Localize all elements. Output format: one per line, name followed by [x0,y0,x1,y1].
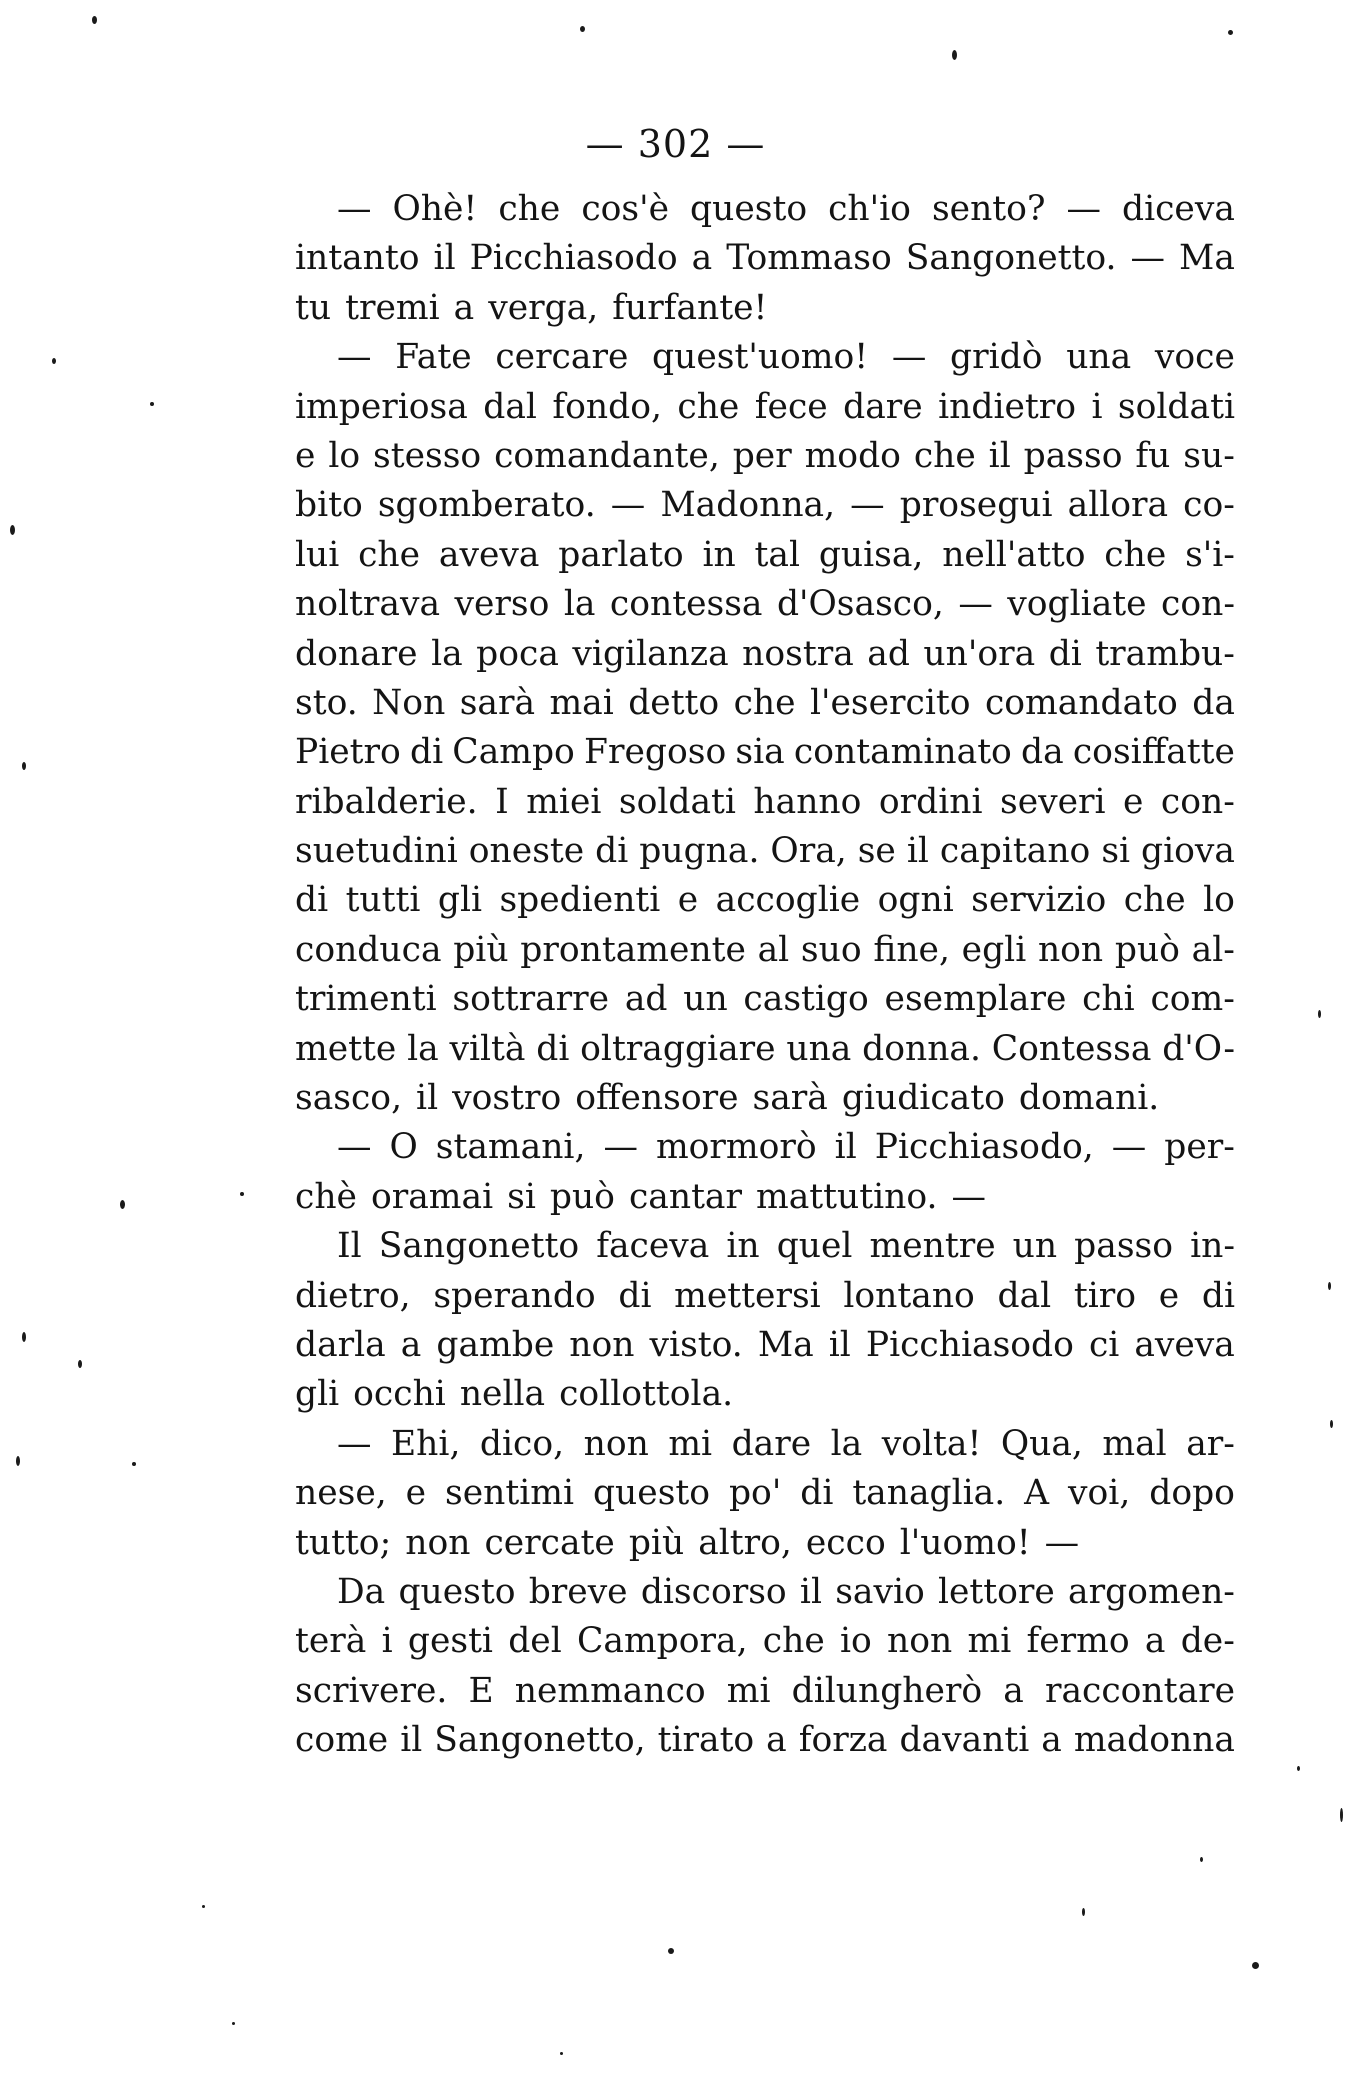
scan-speck [92,16,97,24]
text-line: bito sgomberato. — Madonna, — prosegui allora co- [295,485,1235,526]
scan-speck [1082,1908,1085,1916]
text-line: sasco, il vostro offensore sarà giudicato domani. [295,1078,1160,1119]
text-line: lui che aveva parlato in tal guisa, nell'atto che s'i- [295,534,1235,575]
text-line: — O stamani, — mormorò il Picchiasodo, — per- [337,1127,1235,1168]
scan-speck [132,1462,136,1466]
scan-speck [1318,1010,1321,1018]
text-line: intanto il Picchiasodo a Tommaso Sangonetto. — Ma [295,238,1235,279]
text-line: e lo stesso comandante, per modo che il passo fu su- [295,435,1235,476]
scan-speck [232,2022,235,2025]
text-line: chè oramai si può cantar mattutino. — [295,1176,986,1217]
text-line: conduca più prontamente al suo fine, egli non può al- [295,929,1235,970]
scan-speck [240,1192,244,1196]
text-line: sto. Non sarà mai detto che l'esercito comandato da [295,682,1235,723]
scan-speck [16,1456,20,1466]
text-line: — Ehi, dico, non mi dare la volta! Qua, mal ar- [337,1423,1235,1464]
text-line: — Fate cercare quest'uomo! — gridò una voce [337,337,1235,378]
page-number: — 302 — [585,122,766,166]
scan-speck [580,26,585,32]
scan-speck [1330,1420,1333,1428]
scan-speck [1328,1282,1331,1290]
text-line: di tutti gli spedienti e accoglie ogni servizio che lo [295,880,1235,921]
text-line: suetudini oneste di pugna. Ora, se il capitano si giova [295,831,1235,872]
scan-speck [120,1200,125,1209]
scan-speck [52,358,56,364]
scan-speck [10,525,15,535]
scan-speck [1297,1766,1300,1771]
text-line: tutto; non cercate più altro, ecco l'uomo! — [295,1522,1080,1563]
scan-speck [668,1948,674,1954]
text-line: darla a gambe non visto. Ma il Picchiasodo ci aveva [295,1324,1235,1365]
text-line: nese, e sentimi questo po' di tanaglia. A voi, dopo [295,1473,1235,1514]
scan-speck [78,1360,82,1368]
text-line: terà i gesti del Campora, che io non mi fermo a de- [295,1621,1235,1662]
scan-speck [1228,30,1233,35]
scan-speck [1200,1857,1203,1862]
text-line: dietro, sperando di mettersi lontano dal tiro e di [295,1275,1235,1316]
text-line: trimenti sottrarre ad un castigo esemplare chi com- [295,979,1235,1020]
text-line: Il Sangonetto faceva in quel mentre un passo in- [337,1226,1235,1267]
scan-speck [952,50,957,60]
text-line: gli occhi nella collottola. [295,1374,734,1415]
scan-speck [22,762,26,770]
text-line: Da questo breve discorso il savio lettore argomen- [337,1571,1235,1612]
text-line: noltrava verso la contessa d'Osasco, — vogliate con- [295,584,1235,625]
scan-speck [202,1905,205,1908]
text-line: come il Sangonetto, tirato a forza davanti a madonna [295,1720,1235,1761]
scan-speck [1252,1962,1259,1969]
scan-speck [22,1332,26,1342]
text-line: Pietro di Campo Fregoso sia contaminato da cosiffatte [295,732,1235,773]
text-line: mette la viltà di oltraggiare una donna. Contessa d'O- [295,1028,1235,1069]
text-line: tu tremi a verga, furfante! [295,287,768,328]
text-line: imperiosa dal fondo, che fece dare indietro i soldati [295,386,1235,427]
text-line: scrivere. E nemmanco mi dilungherò a raccontare [295,1670,1235,1711]
scan-speck [1340,1808,1343,1822]
text-line: donare la poca vigilanza nostra ad un'ora di trambu- [295,633,1235,674]
body-text [295,185,1235,1766]
text-line: ribalderie. I miei soldati hanno ordini severi e con- [295,781,1235,822]
scan-speck [560,2052,563,2055]
text-line: — Ohè! che cos'è questo ch'io sento? — diceva [337,189,1235,229]
scan-speck [150,402,154,406]
